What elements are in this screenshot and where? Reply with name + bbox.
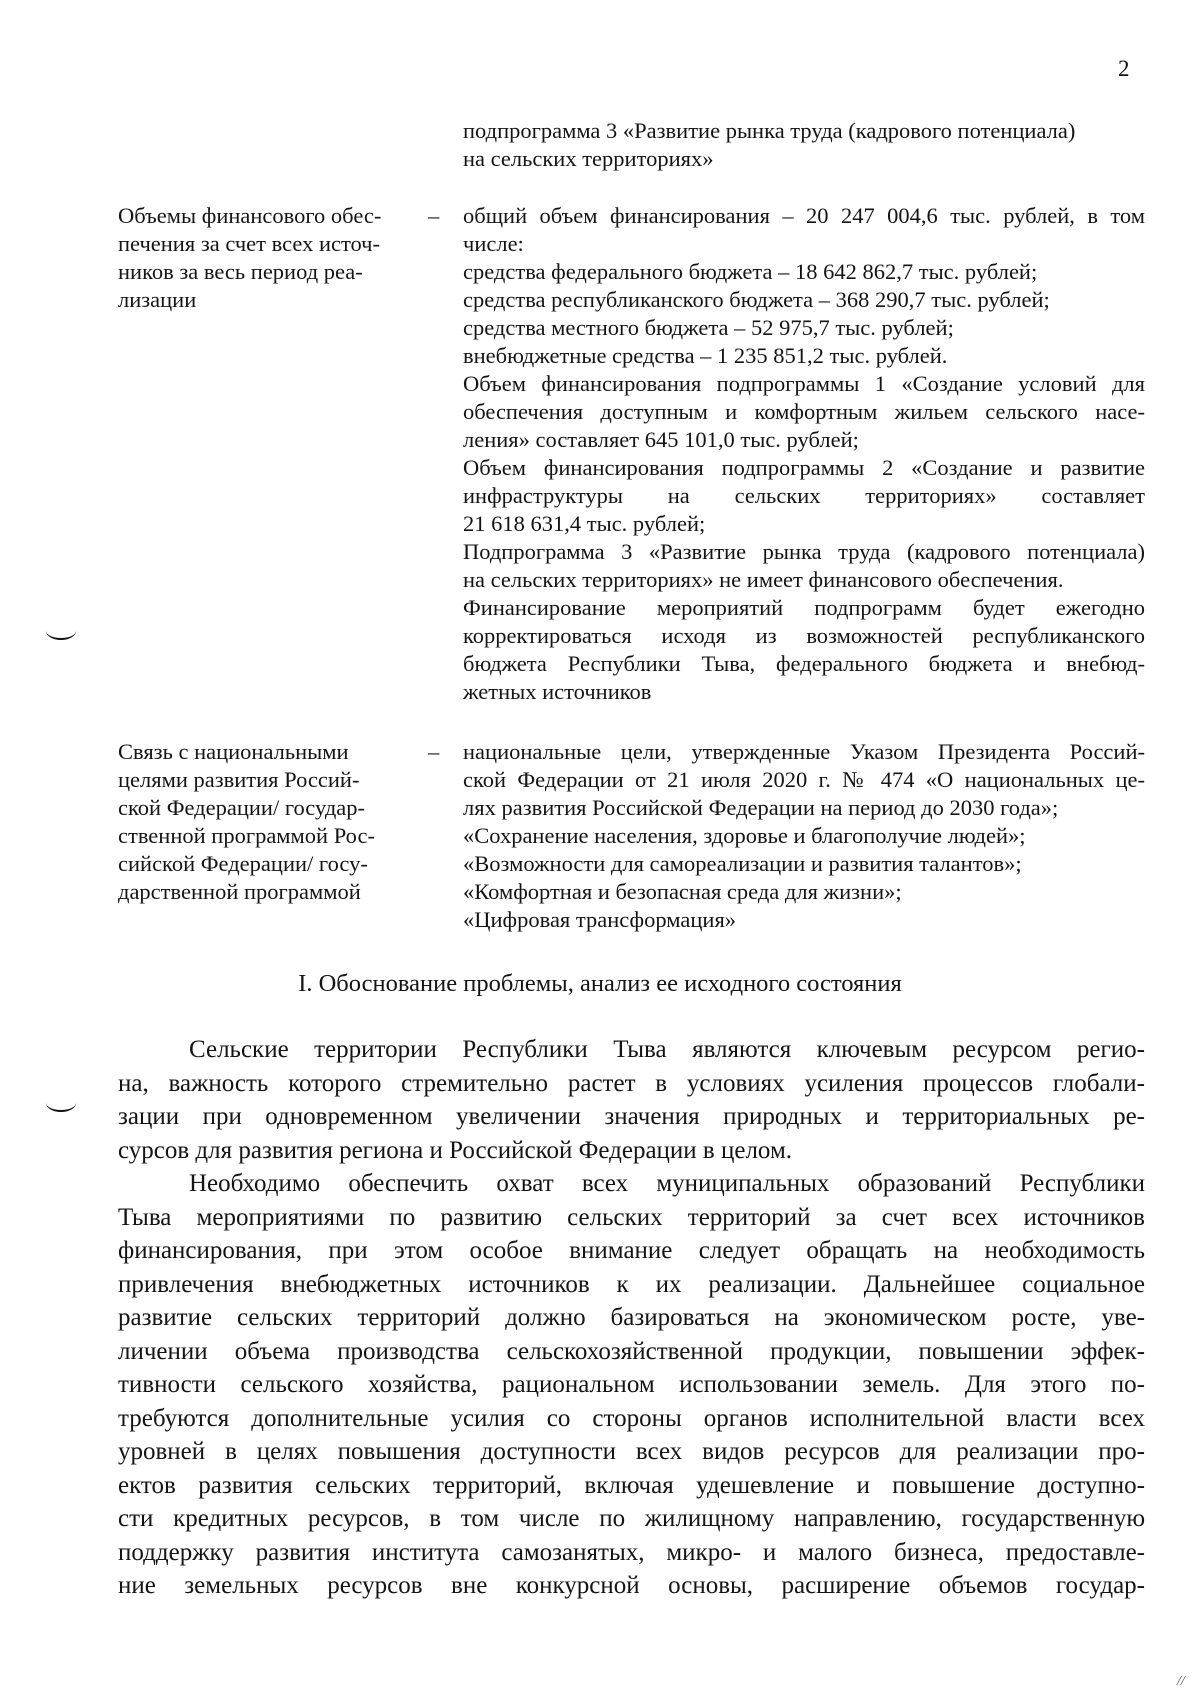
paragraph-line: поддержку развития института самозанятых, микро- и малого бизнеса, предоставле- — [118, 1538, 1145, 1566]
paragraph-line: финансирования, при этом особое внимание следует обращать на необходимость — [118, 1237, 1145, 1264]
financing-line: средства республиканского бюджета – 368 290,7 тыс. рублей; — [463, 287, 1050, 312]
margin-mark — [46, 622, 76, 640]
body-text — [118, 1033, 1145, 1603]
financing-line: средства федерального бюджета – 18 642 862,7 тыс. рублей; — [463, 259, 1038, 284]
financing-line: Объем финансирования подпрограммы 1 «Создание условий для — [463, 371, 1145, 396]
national-goals-line: ской Федерации от 21 июля 2020 г. № 474 «О национальных це- — [463, 767, 1145, 792]
national-goals-content — [463, 738, 1145, 934]
financing-label-line: лизации — [118, 287, 197, 312]
paragraph-line: уровней в целях повышения доступности всех видов ресурсов для реализации про- — [118, 1438, 1145, 1465]
financing-line: корректироваться исходя из возможностей республиканского — [463, 623, 1145, 648]
paragraph-line: Сельские территории Республики Тыва являются ключевым ресурсом регио- — [189, 1036, 1145, 1063]
top-continuation-line: подпрограмма 3 «Развитие рынка труда (кадрового потенциала) — [463, 118, 1076, 143]
top-continuation-line: на сельских территориях» — [463, 146, 714, 171]
national-goals-label-line: дарственной программой — [118, 879, 361, 904]
financing-line: средства местного бюджета – 52 975,7 тыс. рублей; — [463, 315, 954, 340]
financing-line: Объем финансирования подпрограммы 2 «Создание и развитие — [463, 455, 1145, 480]
national-goals-line: «Возможности для самореализации и развития талантов»; — [463, 851, 1022, 876]
financing-label-line: Объемы финансового обес- — [118, 203, 382, 228]
financing-line: внебюджетные средства – 1 235 851,2 тыс. рублей. — [463, 343, 948, 368]
corner-mark: // — [1177, 1674, 1185, 1689]
paragraph-line: зации при одновременном увеличении значения природных и территориальных ре- — [118, 1103, 1145, 1130]
national-goals-line: «Комфортная и безопасная среда для жизни»; — [463, 879, 902, 904]
financing-line: бюджета Республики Тыва, федерального бюджета и внебюд- — [463, 651, 1145, 676]
national-goals-label — [118, 738, 418, 906]
national-goals-label-line: ской Федерации/ государ- — [118, 795, 366, 820]
financing-line: обеспечения доступным и комфортным жильем сельского насе- — [463, 399, 1145, 424]
paragraph-line: ние земельных ресурсов вне конкурсной основы, расширение объемов государ- — [118, 1572, 1145, 1599]
paragraph-line: развитие сельских территорий должно базироваться на экономическом росте, уве- — [118, 1304, 1145, 1331]
paragraph-line: привлечения внебюджетных источников к их реализации. Дальнейшее социальное — [118, 1270, 1145, 1298]
national-goals-line: лях развития Российской Федерации на период до 2030 года»; — [463, 795, 1059, 820]
paragraph-line: тивности сельского хозяйства, рациональном использовании земель. Для этого по- — [118, 1371, 1145, 1398]
financing-label — [118, 202, 418, 314]
page-number: 2 — [1118, 56, 1130, 81]
national-goals-line: «Сохранение населения, здоровье и благополучие людей»; — [463, 823, 1026, 848]
national-goals-line: «Цифровая трансформация» — [463, 907, 737, 932]
paragraph-line: Необходимо обеспечить охват всех муниципальных образований Республики — [189, 1170, 1145, 1197]
financing-line: на сельских территориях» не имеет финансового обеспечения. — [463, 567, 1064, 592]
national-goals-label-line: сийской Федерации/ госу- — [118, 851, 368, 876]
paragraph-line: ектов развития сельских территорий, включая удешевление и повышение доступно- — [118, 1471, 1145, 1499]
section-heading: I. Обоснование проблемы, анализ ее исходного состояния — [298, 970, 902, 997]
financing-dash: – — [428, 203, 440, 228]
financing-line: 21 618 631,4 тыс. рублей; — [463, 511, 706, 536]
financing-line: Финансирование мероприятий подпрограмм будет ежегодно — [463, 595, 1145, 620]
financing-content — [463, 202, 1145, 706]
paragraph-line: требуются дополнительные усилия со стороны органов исполнительной власти всех — [118, 1404, 1145, 1432]
national-goals-label-line: ственной программой Рос- — [118, 823, 375, 848]
national-goals-label-line: целями развития Россий- — [118, 767, 360, 792]
national-goals-line: национальные цели, утвержденные Указом Президента Россий- — [463, 739, 1145, 764]
national-goals-dash: – — [428, 739, 440, 764]
national-goals-label-line: Связь с национальными — [118, 739, 349, 764]
paragraph-line: сти кредитных ресурсов, в том числе по жилищному направлению, государственную — [118, 1505, 1145, 1532]
financing-line: числе: — [463, 231, 524, 256]
top-continuation — [463, 117, 1145, 173]
financing-line: Подпрограмма 3 «Развитие рынка труда (кадрового потенциала) — [463, 539, 1145, 564]
financing-line: жетных источников — [463, 679, 652, 704]
paragraph-line: сурсов для развития региона и Российской Федерации в целом. — [118, 1136, 793, 1164]
financing-line: инфраструктуры на сельских территориях» составляет — [463, 483, 1145, 508]
paragraph-line: Тыва мероприятиями по развитию сельских территорий за счет всех источников — [118, 1203, 1145, 1231]
paragraph-line: на, важность которого стремительно растет в условиях усиления процессов глобали- — [118, 1069, 1145, 1097]
financing-line: ления» составляет 645 101,0 тыс. рублей; — [463, 427, 859, 452]
financing-line: общий объем финансирования – 20 247 004,6 тыс. рублей, в том — [463, 203, 1145, 228]
paragraph-line: личении объема производства сельскохозяйственной продукции, повышении эффек- — [118, 1337, 1145, 1365]
financing-label-line: ников за весь период реа- — [118, 259, 363, 284]
financing-label-line: печения за счет всех источ- — [118, 231, 380, 256]
margin-mark — [46, 1094, 76, 1112]
